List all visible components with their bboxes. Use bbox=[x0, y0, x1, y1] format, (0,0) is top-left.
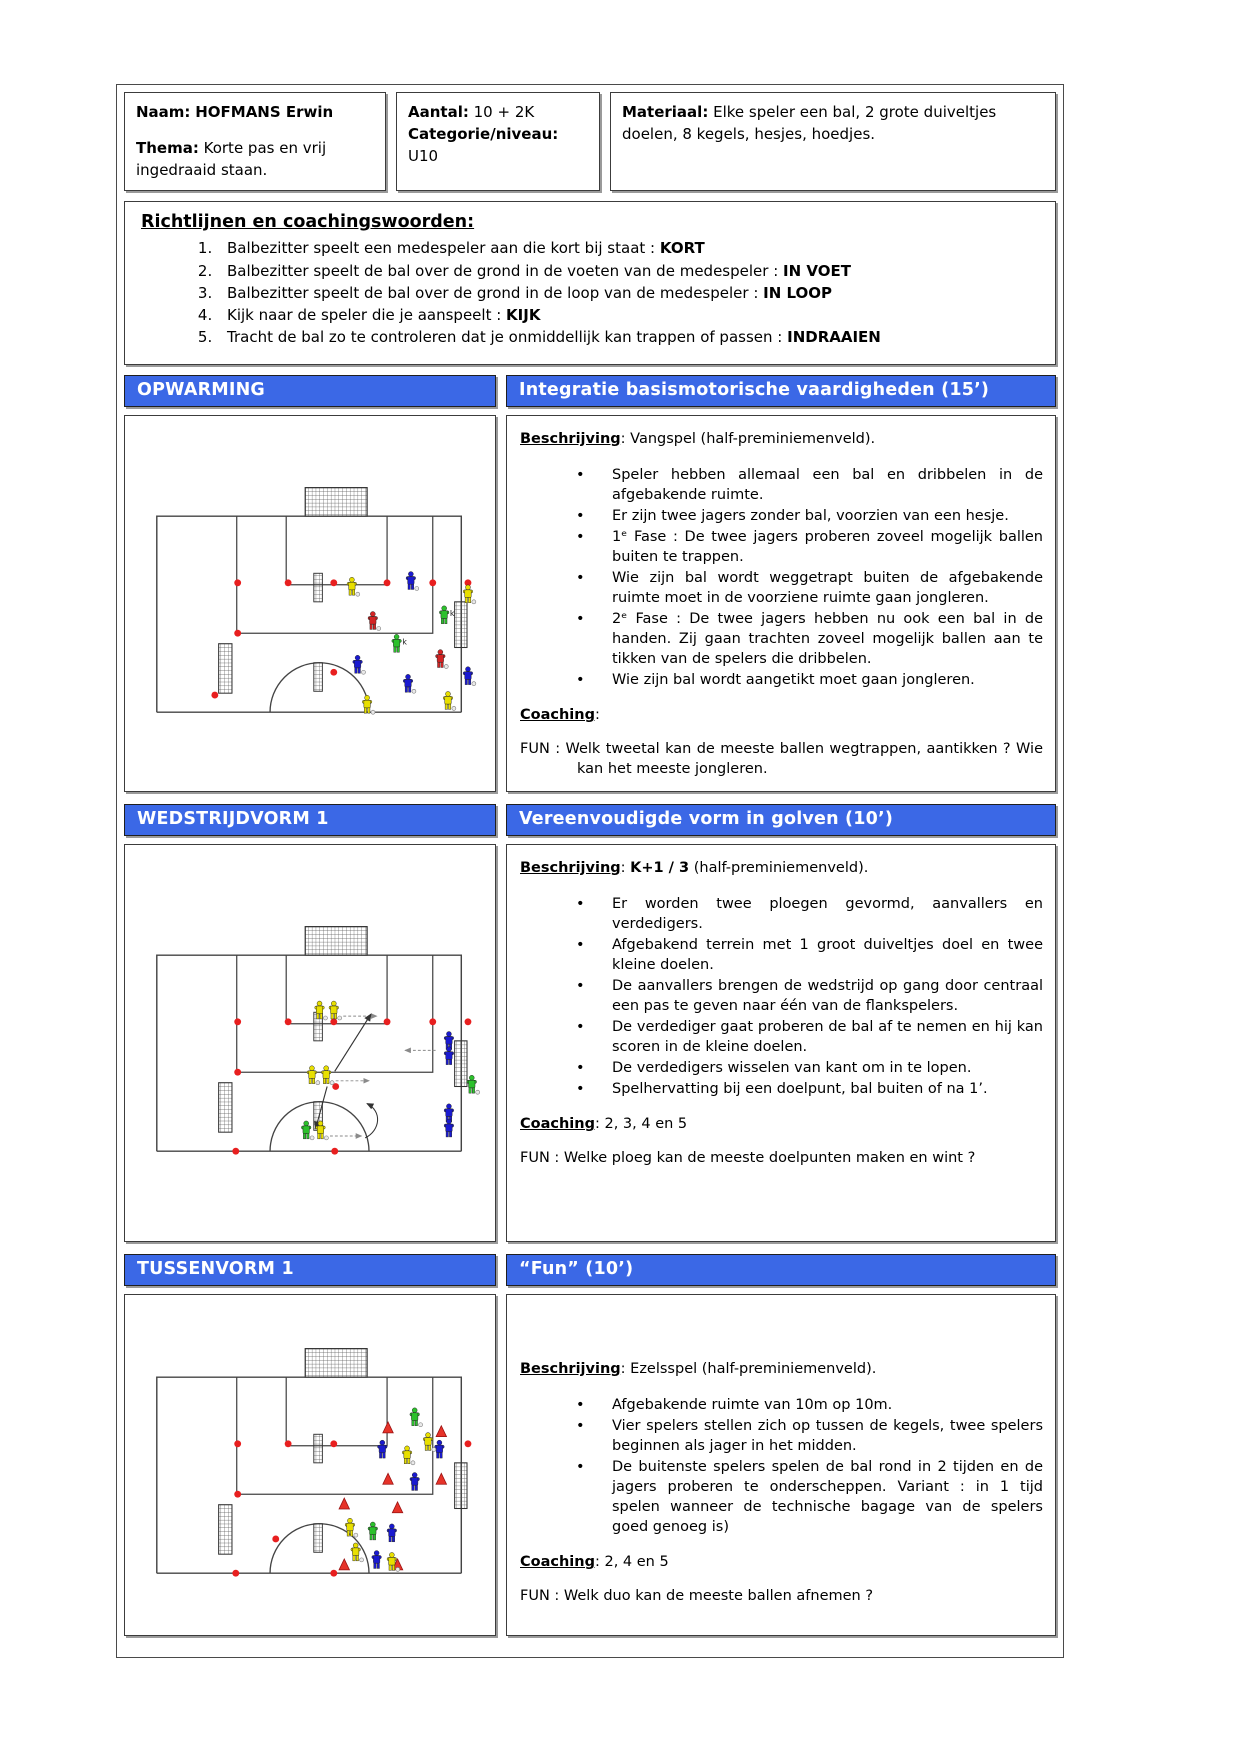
hoedje-dot bbox=[330, 1018, 337, 1025]
coaching-line bbox=[520, 1552, 1043, 1572]
section3-diagram-box bbox=[124, 1294, 496, 1636]
hoedje-dot bbox=[331, 1148, 338, 1155]
categorie-line bbox=[408, 124, 588, 168]
beschrijving-line bbox=[520, 858, 1043, 878]
beschrijving-label: Beschrijving bbox=[520, 430, 621, 447]
player-icon bbox=[406, 571, 419, 590]
thema-label: Thema: bbox=[136, 138, 199, 157]
header-cell-materiaal bbox=[610, 92, 1056, 191]
ball-icon bbox=[472, 681, 476, 685]
beschrijving-text: Ezelsspel (half-preminiemenveld). bbox=[630, 1360, 877, 1377]
player-icon bbox=[444, 1119, 454, 1137]
player-icon bbox=[368, 1522, 378, 1540]
player-icon bbox=[463, 584, 476, 603]
bullet-item: • Er zijn twee jagers zonder bal, voorzien van een hesje. bbox=[520, 506, 1043, 526]
section1-left-title: OPWARMING bbox=[124, 375, 496, 407]
hoedje-dot bbox=[465, 1440, 472, 1447]
hoedje-dot bbox=[234, 1018, 241, 1025]
hoedje-dot bbox=[330, 1570, 337, 1577]
bullet-item: • Vier spelers stellen zich op tussen de kegels, twee spelers beginnen als jager in het midden. bbox=[520, 1416, 1043, 1456]
ball-icon bbox=[324, 1136, 328, 1140]
ball-icon bbox=[419, 1423, 423, 1427]
player-icon bbox=[410, 1473, 420, 1491]
section3-bullets bbox=[520, 1395, 1043, 1537]
player-icon bbox=[301, 1121, 314, 1140]
section2-right-title: Vereenvoudigde vorm in golven (10’) bbox=[506, 804, 1056, 836]
player-icon bbox=[443, 691, 456, 710]
ball-icon bbox=[371, 710, 375, 714]
richtlijnen-list bbox=[141, 238, 1041, 348]
player-icon bbox=[439, 605, 454, 623]
mini-goal-icon bbox=[219, 1083, 232, 1132]
bullet-item: • De aanvallers brengen de wedstrijd op gang door centraal een pas te geven naar één van de flankspelers. bbox=[520, 976, 1043, 1016]
hoedje-dot bbox=[285, 1018, 292, 1025]
hoedje-dot bbox=[232, 1148, 239, 1155]
player-icon bbox=[467, 1075, 480, 1094]
goal-icon bbox=[305, 927, 367, 956]
ball-icon bbox=[356, 592, 360, 596]
naam-line bbox=[136, 102, 374, 124]
coaching-sep: : bbox=[594, 1553, 605, 1570]
bullet-item: • De verdedigers wisselen van kant om in te lopen. bbox=[520, 1058, 1043, 1078]
hoedje-dot bbox=[234, 1491, 241, 1498]
coaching-line bbox=[520, 1114, 1043, 1134]
bullet-item: • Wie zijn bal wordt aangetikt moet gaan jongleren. bbox=[520, 670, 1043, 690]
player-icon bbox=[329, 1001, 342, 1020]
mini-goal-icon bbox=[314, 1524, 323, 1553]
ball-icon bbox=[415, 586, 419, 590]
bullet-item: • De buitenste spelers spelen de bal rond in 2 tijden en de jagers proberen te onderscheppen. Variant : in 1 tijd spelen wanneer de technische bagage van de spelers goed genoeg is) bbox=[520, 1457, 1043, 1537]
bullet-item: • Speler hebben allemaal een bal en dribbelen in de afgebakende ruimte. bbox=[520, 465, 1043, 505]
ball-icon bbox=[316, 1081, 320, 1085]
ball-icon bbox=[310, 1136, 314, 1140]
beschrijving-bold: K+1 / 3 bbox=[630, 859, 690, 876]
section3-left-title: TUSSENVORM 1 bbox=[124, 1254, 496, 1286]
section3-bars bbox=[124, 1254, 1056, 1286]
thema-line bbox=[136, 138, 374, 182]
field-diagram-tussenvorm bbox=[133, 1322, 487, 1607]
thema-value: Korte pas en vrij ingedraaid staan. bbox=[136, 138, 327, 179]
run-arrow bbox=[335, 1014, 371, 1071]
beschrijving-label: Beschrijving bbox=[520, 1360, 621, 1377]
hoedje-dot bbox=[234, 1069, 241, 1076]
player-icon bbox=[345, 1518, 358, 1537]
section2-diagram-box bbox=[124, 844, 496, 1242]
kegel-cone-icon bbox=[339, 1559, 349, 1570]
hoedje-dot bbox=[465, 1018, 472, 1025]
ball-icon bbox=[444, 664, 448, 668]
jager-label: k bbox=[449, 607, 455, 618]
hoedje-dot bbox=[234, 629, 241, 636]
beschrijving-sep: : bbox=[620, 859, 631, 876]
hoedje-dot bbox=[211, 691, 218, 698]
ball-icon bbox=[377, 626, 381, 630]
section1-body bbox=[124, 415, 1056, 792]
fun-line: FUN : Welk duo kan de meeste ballen afnemen ? bbox=[520, 1587, 874, 1604]
mini-goal-icon bbox=[219, 643, 232, 692]
richtlijn-item: 2. Balbezitter speelt de bal over de grond in de voeten van de medespeler : IN VOET bbox=[217, 261, 1041, 282]
ball-icon bbox=[354, 1533, 358, 1537]
naam-value: HOFMANS Erwin bbox=[195, 103, 334, 121]
coaching-sep: : bbox=[594, 1115, 605, 1132]
curved-arrow bbox=[365, 1104, 377, 1138]
ball-icon bbox=[330, 1081, 334, 1085]
coaching-value: 2, 3, 4 en 5 bbox=[604, 1115, 688, 1132]
mini-goal-icon bbox=[455, 1041, 467, 1087]
kegel-cone-icon bbox=[392, 1502, 402, 1513]
field-lines bbox=[157, 927, 467, 1152]
coaching-line bbox=[520, 705, 1043, 725]
player-icon bbox=[423, 1433, 436, 1452]
ball-icon bbox=[361, 670, 365, 674]
mini-goal-icon bbox=[219, 1505, 232, 1554]
player-icon bbox=[353, 655, 366, 674]
beschrijving-line bbox=[520, 1359, 1043, 1379]
section1-description-box bbox=[506, 415, 1056, 792]
materiaal-value: Elke speler een bal, 2 grote duiveltjes doelen, 8 kegels, hesjes, hoedjes. bbox=[622, 103, 997, 143]
section3-body bbox=[124, 1294, 1056, 1636]
hoedje-dot bbox=[429, 579, 436, 586]
mini-goal-icon bbox=[455, 601, 467, 647]
hoedje-dot bbox=[429, 1018, 436, 1025]
hoedje-dot bbox=[285, 1440, 292, 1447]
section2-bars bbox=[124, 804, 1056, 836]
section1-bullets bbox=[520, 465, 1043, 690]
player-icon bbox=[368, 611, 381, 630]
player-icon bbox=[307, 1066, 320, 1085]
header-row bbox=[124, 92, 1056, 191]
ball-icon bbox=[452, 706, 456, 710]
bullet-item: • Wie zijn bal wordt weggetrapt buiten de afgebakende ruimte moet in de voorziene ruimte gaan jongleren. bbox=[520, 568, 1043, 608]
fun-line: FUN : Welke ploeg kan de meeste doelpunten maken en wint ? bbox=[520, 1149, 976, 1166]
richtlijn-item: 3. Balbezitter speelt de bal over de grond in de loop van de medespeler : IN LOOP bbox=[217, 283, 1041, 304]
ball-icon bbox=[338, 1016, 342, 1020]
ball-icon bbox=[396, 1567, 400, 1571]
mini-goal-icon bbox=[314, 573, 323, 602]
kegel-cone-icon bbox=[339, 1498, 349, 1509]
ball-icon bbox=[432, 1448, 436, 1452]
player-icon bbox=[410, 1408, 423, 1427]
field-lines bbox=[157, 487, 467, 712]
beschrijving-text: (half-preminiemenveld). bbox=[689, 859, 869, 876]
naam-label: Naam: bbox=[136, 103, 191, 121]
richtlijn-item: 5. Tracht de bal zo te controleren dat je onmiddellijk kan trappen of passen : INDRAAIEN bbox=[217, 327, 1041, 348]
section1-diagram-box bbox=[124, 415, 496, 792]
hoedje-dot bbox=[234, 1440, 241, 1447]
hoedje-dot bbox=[234, 579, 241, 586]
beschrijving-sep: : bbox=[620, 1360, 631, 1377]
section2-body bbox=[124, 844, 1056, 1242]
mini-goal-icon bbox=[455, 1463, 467, 1509]
coaching-label: Coaching bbox=[520, 1553, 595, 1570]
section2-bullets bbox=[520, 894, 1043, 1099]
player-icon bbox=[321, 1066, 334, 1085]
aantal-value: 10 + 2K bbox=[473, 103, 535, 121]
field-diagram-opwarming bbox=[133, 461, 487, 746]
categorie-label: Categorie/niveau: bbox=[408, 124, 559, 143]
mini-goal-icon bbox=[314, 662, 323, 691]
beschrijving-line bbox=[520, 429, 1043, 449]
player-icon bbox=[402, 1446, 415, 1465]
header-cell-naam-thema bbox=[124, 92, 386, 191]
section3-description-box bbox=[506, 1294, 1056, 1636]
section2-left-title: WEDSTRIJDVORM 1 bbox=[124, 804, 496, 836]
richtlijnen-title: Richtlijnen en coachingswoorden: bbox=[141, 212, 475, 233]
player-icon bbox=[351, 1543, 364, 1562]
beschrijving-sep: : bbox=[620, 430, 631, 447]
section1-right-title: Integratie basismotorische vaardigheden (15’) bbox=[506, 375, 1056, 407]
hoedje-dot bbox=[272, 1536, 279, 1543]
coaching-sep: : bbox=[594, 706, 600, 723]
training-sheet bbox=[116, 84, 1064, 1658]
kegel-cone-icon bbox=[436, 1473, 446, 1484]
section3-right-title: “Fun” (10’) bbox=[506, 1254, 1056, 1286]
player-icon bbox=[362, 695, 375, 714]
categorie-value: U10 bbox=[408, 146, 439, 165]
hoedje-dot bbox=[330, 668, 337, 675]
ball-icon bbox=[476, 1090, 480, 1094]
player-icon bbox=[315, 1001, 328, 1020]
ball-icon bbox=[411, 1461, 415, 1465]
coaching-label: Coaching bbox=[520, 1115, 595, 1132]
materiaal-label: Materiaal: bbox=[622, 103, 709, 121]
aantal-line bbox=[408, 102, 588, 124]
field-lines bbox=[157, 1349, 467, 1574]
bullet-item: • Afgebakende ruimte van 10m op 10m. bbox=[520, 1395, 1043, 1415]
goal-icon bbox=[305, 487, 367, 516]
bullet-item: • 2ᵉ Fase : De twee jagers hebben nu ook een bal in de handen. Zij gaan trachten zoveel mogelijk ballen aan te tikken van de spelers die dribbelen. bbox=[520, 609, 1043, 669]
hoedje-dot bbox=[285, 579, 292, 586]
hoedje-dot bbox=[330, 579, 337, 586]
kegel-cone-icon bbox=[383, 1422, 393, 1433]
kegel-cone-icon bbox=[383, 1473, 393, 1484]
player-icon bbox=[436, 649, 449, 668]
player-icon bbox=[378, 1440, 388, 1458]
fun-line: FUN : Welk tweetal kan de meeste ballen wegtrappen, aantikken ? Wie kan het meeste jongleren. bbox=[520, 740, 1043, 777]
hoedje-dot bbox=[330, 1440, 337, 1447]
goal-icon bbox=[305, 1349, 367, 1378]
richtlijn-item: 1. Balbezitter speelt een medespeler aan die kort bij staat : KORT bbox=[217, 238, 1041, 259]
player-icon bbox=[347, 577, 360, 596]
hoedje-dot bbox=[384, 579, 391, 586]
player-icon bbox=[444, 1047, 454, 1065]
coaching-value: 2, 4 en 5 bbox=[604, 1553, 669, 1570]
player-icon bbox=[387, 1524, 397, 1542]
beschrijving-label: Beschrijving bbox=[520, 859, 621, 876]
section1-bars bbox=[124, 375, 1056, 407]
kegel-cone-icon bbox=[436, 1426, 446, 1437]
materiaal-line bbox=[622, 102, 1044, 146]
bullet-item: • De verdediger gaat proberen de bal af te nemen en hij kan scoren in de kleine doelen. bbox=[520, 1017, 1043, 1057]
ball-icon bbox=[412, 689, 416, 693]
ball-icon bbox=[360, 1558, 364, 1562]
bullet-item: • Afgebakend terrein met 1 groot duiveltjes doel en twee kleine doelen. bbox=[520, 935, 1043, 975]
jager-label: k bbox=[402, 636, 407, 647]
ball-icon bbox=[323, 1016, 327, 1020]
section2-description-box bbox=[506, 844, 1056, 1242]
richtlijn-item: 4. Kijk naar de speler die je aanspeelt : KIJK bbox=[217, 305, 1041, 326]
hoedje-dot bbox=[384, 1018, 391, 1025]
player-icon bbox=[392, 634, 407, 652]
bullet-item: • Spelhervatting bij een doelpunt, bal buiten of na 1’. bbox=[520, 1079, 1043, 1099]
player-icon bbox=[372, 1551, 382, 1569]
aantal-label: Aantal: bbox=[408, 103, 469, 121]
hoedje-dot bbox=[232, 1570, 239, 1577]
field-diagram-wedstrijdvorm bbox=[133, 900, 487, 1185]
header-cell-aantal bbox=[396, 92, 600, 191]
bullet-item: • 1ᵉ Fase : De twee jagers proberen zoveel mogelijk ballen buiten te trappen. bbox=[520, 527, 1043, 567]
ball-icon bbox=[472, 599, 476, 603]
beschrijving-text: Vangspel (half-preminiemenveld). bbox=[630, 430, 876, 447]
mini-goal-icon bbox=[314, 1434, 323, 1463]
bullet-item: • Er worden twee ploegen gevormd, aanvallers en verdedigers. bbox=[520, 894, 1043, 934]
richtlijnen-box bbox=[124, 201, 1056, 364]
coaching-label: Coaching bbox=[520, 706, 595, 723]
player-icon bbox=[403, 674, 416, 693]
player-icon bbox=[463, 666, 476, 685]
